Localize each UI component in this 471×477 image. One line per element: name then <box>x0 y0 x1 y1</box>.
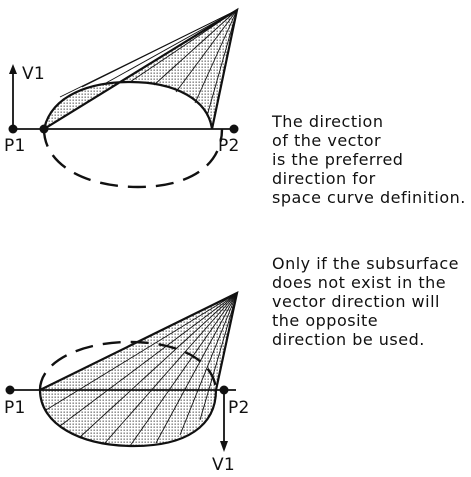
bottom-label-v1: V1 <box>212 455 235 475</box>
description-line: The direction <box>272 112 384 131</box>
top-description <box>272 112 466 207</box>
bottom-label-p2: P2 <box>228 398 250 418</box>
description-line: is the preferred <box>272 150 404 169</box>
top-vector-arrowhead <box>9 64 17 74</box>
bottom-description <box>272 254 459 349</box>
description-line: direction for <box>272 169 376 188</box>
bottom-cone-diagram <box>6 293 238 452</box>
top-dashed-base-curve <box>44 129 222 187</box>
description-line: the opposite <box>272 311 379 330</box>
top-label-p1: P1 <box>4 136 26 156</box>
top-point-start <box>40 125 49 134</box>
top-label-p2: P2 <box>218 136 240 156</box>
description-line: does not exist in the <box>272 273 447 292</box>
top-cone-diagram <box>9 10 239 187</box>
bottom-vector-arrowhead <box>220 441 228 452</box>
bottom-label-p1: P1 <box>4 398 26 418</box>
description-line: vector direction will <box>272 292 440 311</box>
description-line: direction be used. <box>272 330 425 349</box>
description-line: of the vector <box>272 131 382 150</box>
bottom-point-p1 <box>6 386 15 395</box>
description-line: Only if the subsurface <box>272 254 460 273</box>
description-line: space curve definition. <box>272 188 466 207</box>
top-point-p2 <box>230 125 239 134</box>
top-label-v1: V1 <box>22 64 45 84</box>
